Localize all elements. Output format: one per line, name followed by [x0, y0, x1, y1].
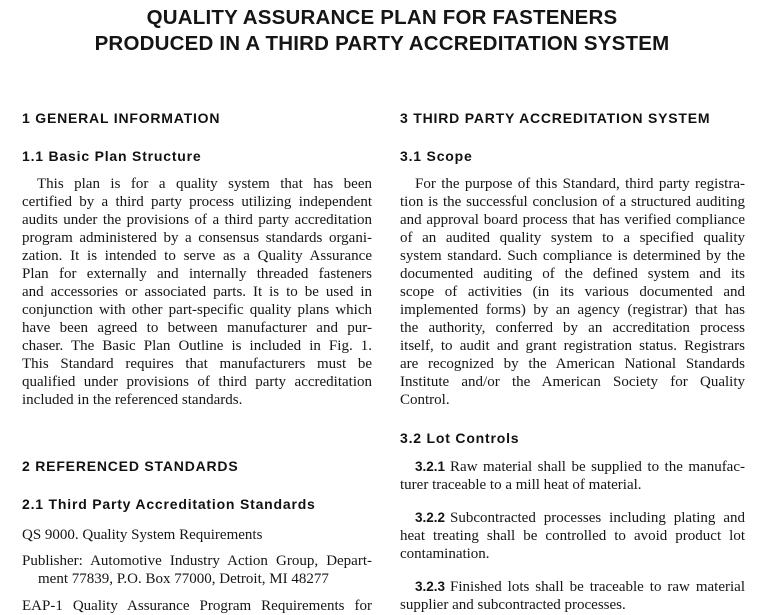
paragraph-line: have been agreed to between manufacturer and pur- — [22, 320, 372, 336]
reference-publisher — [22, 552, 372, 588]
clause-number: 3.2.3 — [415, 579, 446, 594]
paragraph-line: zation. It is intended to serve as a Quality Assurance — [22, 248, 372, 264]
paragraph-line: chaser. The Basic Plan Outline is included in Fig. 1. — [22, 338, 372, 354]
document-title — [0, 5, 764, 57]
paragraph-line: Control. — [400, 392, 450, 408]
paragraph-line: conjunction with other part-specific quality plans which — [22, 302, 372, 318]
section-heading-referenced-standards: 2 REFERENCED STANDARDS — [22, 458, 239, 474]
paragraph-line: the authority, conferred by an accreditation process — [400, 320, 745, 336]
reference-line: EAP-1 Quality Assurance Program Requirements for — [22, 598, 372, 614]
clause-line — [400, 578, 745, 596]
document-title-line-2: PRODUCED IN A THIRD PARTY ACCREDITATION SYSTEM — [94, 32, 670, 55]
paragraph-line: documented auditing of the defined system and its — [400, 266, 745, 282]
paragraph-line: tion is the successful conclusion of a structured auditing — [400, 194, 745, 210]
paragraph-line: For the purpose of this Standard, third party registra- — [415, 176, 745, 192]
subsection-heading-basic-plan-structure: 1.1 Basic Plan Structure — [22, 148, 202, 164]
clause-line: contamination. — [400, 546, 490, 562]
clause-line: heat treating shall be controlled to avoid product lot — [400, 528, 745, 544]
paragraph-line: and accessories or associated parts. It is to be used in — [22, 284, 372, 300]
document-title-line-1: QUALITY ASSURANCE PLAN FOR FASTENERS — [146, 6, 618, 29]
subsection-heading-third-party-accreditation-standards: 2.1 Third Party Accreditation Standards — [22, 496, 316, 512]
paragraph-line: This plan is for a quality system that has been — [37, 176, 372, 192]
section-heading-third-party-accreditation-system: 3 THIRD PARTY ACCREDITATION SYSTEM — [400, 110, 711, 126]
clause-line — [400, 509, 745, 527]
section-heading-general-information: 1 GENERAL INFORMATION — [22, 110, 221, 126]
paragraph-line: itself, to audit and grant registration status. Registrars — [400, 338, 745, 354]
paragraph-line: included in the referenced standards. — [22, 392, 243, 408]
clause-number: 3.2.2 — [415, 510, 446, 525]
clause-line: supplier and subcontracted processes. — [400, 597, 626, 613]
paragraph-line: qualified under provisions of third party accreditation — [22, 374, 372, 390]
paragraph-basic-plan-structure — [22, 175, 372, 409]
paragraph-line: system standard. Such compliance is determined by the — [400, 248, 745, 264]
clause-number: 3.2.1 — [415, 459, 446, 474]
reference-line: Publisher: Automotive Industry Action Group, Depart- — [22, 553, 372, 569]
subsection-heading-lot-controls: 3.2 Lot Controls — [400, 430, 520, 446]
clause-3-2-2 — [400, 509, 745, 563]
clause-3-2-1 — [400, 458, 745, 494]
reference-line: ment 77839, P.O. Box 77000, Detroit, MI 48277 — [38, 571, 329, 587]
paragraph-line: Plan for externally and internally threaded fasteners — [22, 266, 372, 282]
paragraph-line: scope of activities (in its various documented and — [400, 284, 745, 300]
paragraph-line: are recognized by the American National Standards — [400, 356, 745, 372]
clause-line: turer traceable to a mill heat of material. — [400, 477, 642, 493]
paragraph-line: program administered by a consensus standards organi- — [22, 230, 372, 246]
paragraph-line: certified by a third party process utilizing independent — [22, 194, 372, 210]
subsection-heading-scope: 3.1 Scope — [400, 148, 473, 164]
paragraph-line: implemented forms) by an agency (registrar) that has — [400, 302, 745, 318]
paragraph-line: This Standard requires that manufacturers must be — [22, 356, 372, 372]
paragraph-scope — [400, 175, 745, 409]
reference-eap1 — [22, 599, 372, 614]
clause-text: Finished lots shall be traceable to raw material — [450, 579, 745, 595]
clause-3-2-3 — [400, 578, 745, 614]
reference-qs9000 — [22, 526, 372, 544]
reference-line: QS 9000. Quality System Requirements — [22, 527, 263, 543]
paragraph-line: audits under the provisions of a third party accreditation — [22, 212, 372, 228]
clause-text: Raw material shall be supplied to the manufac- — [450, 459, 745, 475]
clause-line — [400, 458, 745, 476]
paragraph-line: and approval board process that has verified compliance — [400, 212, 745, 228]
clause-text: Subcontracted processes including plating and — [450, 510, 745, 526]
paragraph-line: Institute and/or the American Society for Quality — [400, 374, 745, 390]
paragraph-line: of an audited quality system to a specified quality — [400, 230, 745, 246]
